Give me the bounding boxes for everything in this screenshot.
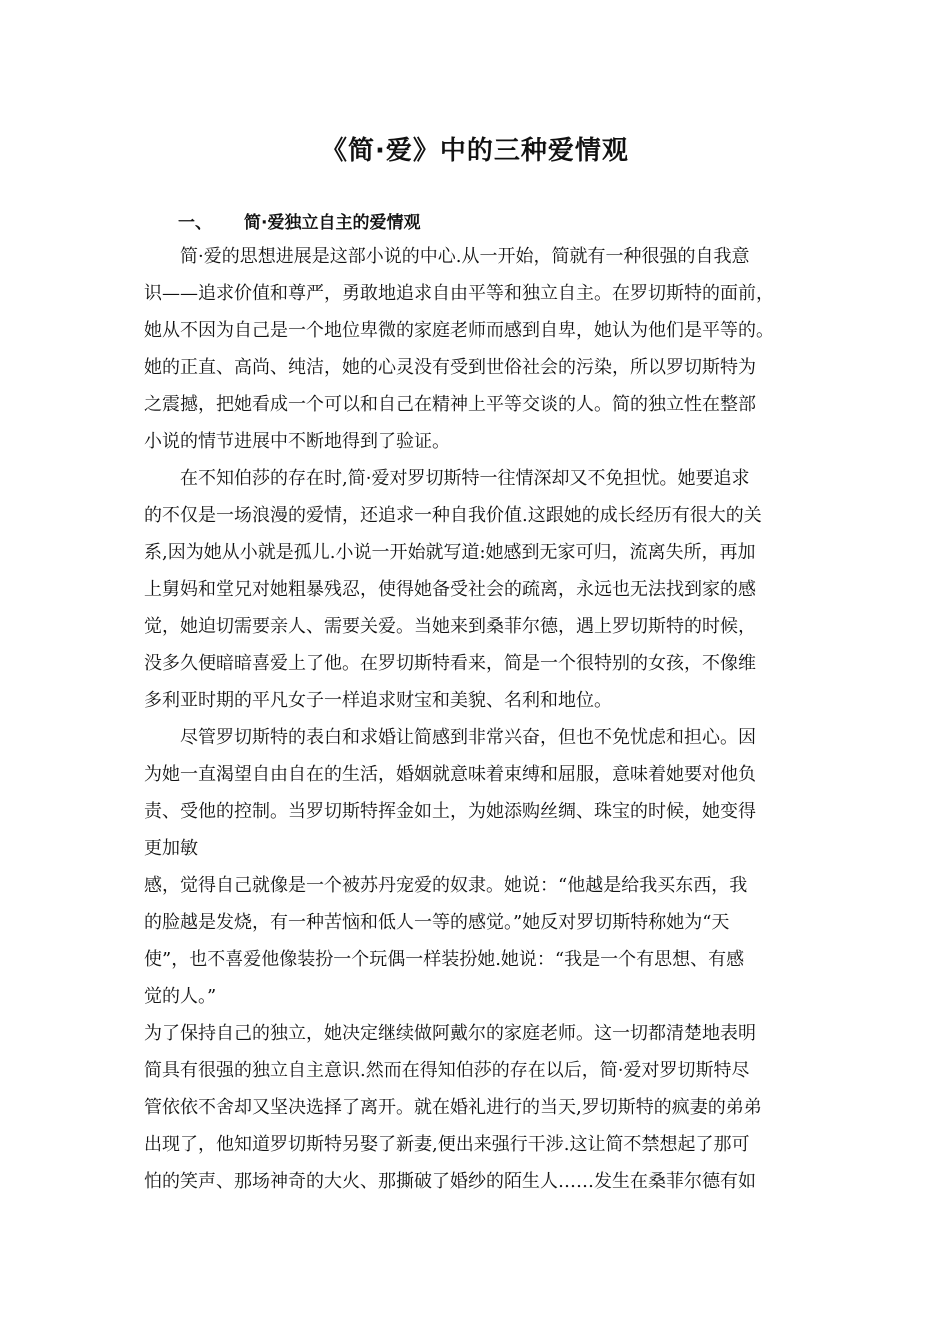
- text-line: 的不仅是一场浪漫的爱情，还追求一种自我价值.这跟她的成长经历有很大的关: [144, 505, 762, 526]
- text-line: 尽管罗切斯特的表白和求婚让简感到非常兴奋，但也不免忧虑和担心。因: [180, 727, 756, 748]
- text-line: 为她一直渴望自由自在的生活，婚姻就意味着束缚和屈服，意味着她要对他负: [144, 764, 756, 785]
- text-line: 责、受他的控制。当罗切斯特挥金如土，为她添购丝绸、珠宝的时候，她变得: [144, 801, 756, 822]
- text-line: 管依依不舍却又坚决选择了离开。就在婚礼进行的当天,罗切斯特的疯妻的弟弟: [144, 1097, 762, 1118]
- text-line: 系,因为她从小就是孤儿.小说一开始就写道:她感到无家可归，流离失所，再加: [144, 542, 756, 563]
- text-line: 上舅妈和堂兄对她粗暴残忍，使得她备受社会的疏离，永远也无法找到家的感: [144, 579, 756, 600]
- body-text: [144, 238, 808, 1200]
- text-line: 简具有很强的独立自主意识.然而在得知伯莎的存在以后，简·爱对罗切斯特尽: [144, 1060, 750, 1081]
- text-line: 觉的人。”: [144, 986, 217, 1007]
- text-line: 她从不因为自己是一个地位卑微的家庭老师而感到自卑，她认为他们是平等的。: [144, 320, 774, 341]
- section-heading: [178, 208, 420, 233]
- text-line: 她的正直、高尚、纯洁，她的心灵没有受到世俗社会的污染，所以罗切斯特为: [144, 357, 756, 378]
- text-line: 识——追求价值和尊严，勇敢地追求自由平等和独立自主。在罗切斯特的面前，: [144, 283, 774, 304]
- text-line: 的脸越是发烧，有一种苦恼和低人一等的感觉。”她反对罗切斯特称她为“天: [144, 912, 730, 933]
- document-title: 《简·爱》中的三种爱情观: [321, 136, 629, 166]
- section-title: 简·爱独立自主的爱情观: [244, 213, 421, 233]
- section-number: 一、: [178, 213, 212, 233]
- text-line: 为了保持自己的独立，她决定继续做阿戴尔的家庭老师。这一切都清楚地表明: [144, 1023, 756, 1044]
- text-line: 在不知伯莎的存在时,简·爱对罗切斯特一往情深却又不免担忧。她要追求: [180, 468, 750, 489]
- text-line: 觉，她迫切需要亲人、需要关爱。当她来到桑菲尔德，遇上罗切斯特的时候，: [144, 616, 756, 637]
- text-line: 更加敏: [144, 838, 198, 859]
- text-line: 出现了，他知道罗切斯特另娶了新妻,便出来强行干涉.这让简不禁想起了那可: [144, 1134, 750, 1155]
- text-line: 感，觉得自己就像是一个被苏丹宠爱的奴隶。她说：“他越是给我买东西，我: [144, 875, 748, 896]
- text-line: 小说的情节进展中不断地得到了验证。: [144, 431, 450, 452]
- text-line: 多利亚时期的平凡女子一样追求财宝和美貌、名利和地位。: [144, 690, 612, 711]
- text-line: 之震撼，把她看成一个可以和自己在精神上平等交谈的人。简的独立性在整部: [144, 394, 756, 415]
- text-line: 使”，也不喜爱他像装扮一个玩偶一样装扮她.她说：“我是一个有思想、有感: [144, 949, 745, 970]
- text-line: 怕的笑声、那场神奇的大火、那撕破了婚纱的陌生人……发生在桑菲尔德有如: [144, 1171, 756, 1192]
- text-line: 没多久便暗暗喜爱上了他。在罗切斯特看来，简是一个很特别的女孩，不像维: [144, 653, 756, 674]
- text-line: 简·爱的思想进展是这部小说的中心.从一开始，简就有一种很强的自我意: [180, 246, 750, 267]
